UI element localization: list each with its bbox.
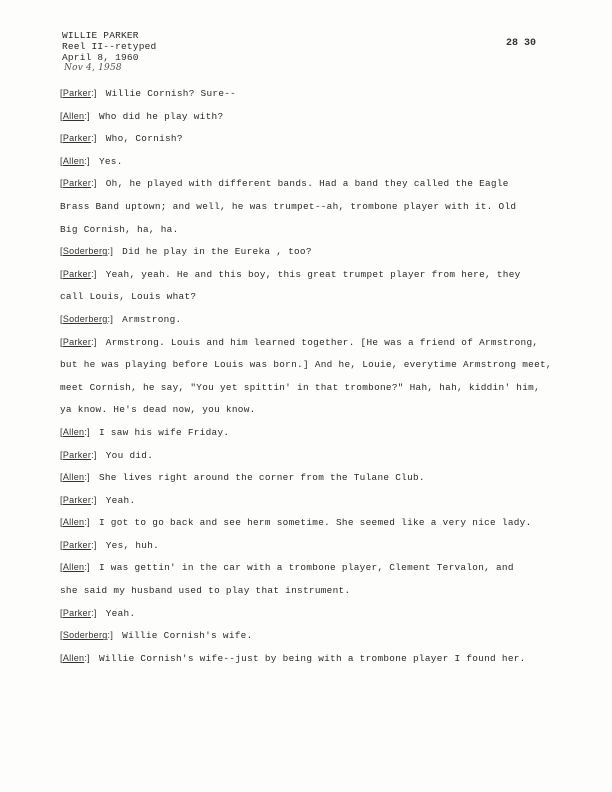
transcript-line [60,630,560,641]
speaker-label: [Parker:] [60,539,97,550]
utterance-text: Armstrong. [122,313,182,325]
speaker-label: [Soderberg:] [60,313,114,324]
speaker-label: [Parker:] [60,607,97,618]
speaker-name: Parker [62,133,92,144]
speaker-label: [Allen:] [60,652,90,663]
speaker-label: [Allen:] [60,426,90,437]
transcript-line [60,314,560,325]
transcript-line [60,585,560,596]
speaker-name: Soderberg [62,313,108,324]
utterance-text: Who did he play with? [98,110,224,122]
document-header [62,30,156,74]
transcript-line [60,111,560,122]
speaker-label: [Parker:] [60,178,97,189]
utterance-text: meet Cornish, he say, "You yet spittin' in that trombone?" Hah, hah, kiddin' him, [60,381,540,393]
transcript-entry [60,178,560,234]
transcript-entry [60,562,560,596]
speaker-label: [Allen:] [60,155,90,166]
utterance-text: Big Cornish, ha, ha. [60,223,179,235]
transcript-line [60,495,560,506]
utterance-text: I got to go back and see herm sometime. She seemed like a very nice lady. [98,517,532,529]
speaker-label: [Parker:] [60,268,97,279]
utterance-text: Yeah, yeah. He and this boy, this great trumpet player from here, they [105,268,521,280]
transcript-line [60,246,560,257]
transcript-line [60,472,560,483]
utterance-text: She lives right around the corner from the Tulane Club. [98,472,425,484]
utterance-text: but he was playing before Louis was born.] And he, Louie, everytime Armstrong meet, [60,359,552,371]
speaker-name: Parker [62,268,92,279]
utterance-text: Oh, he played with different bands. Had a band they called the Eagle [105,178,509,190]
transcript-entry [60,495,560,506]
speaker-label: [Soderberg:] [60,246,114,257]
transcript-entry [60,246,560,257]
speaker-label: [Parker:] [60,133,97,144]
speaker-label: [Allen:] [60,472,90,483]
speaker-name: Parker [62,88,92,98]
speaker-name: Allen [62,426,85,437]
utterance-text: Armstrong. Louis and him learned together. [He was a friend of Armstrong, [105,336,539,348]
utterance-text: I was gettin' in the car with a trombone player, Clement Tervalon, and [98,562,514,574]
transcript-entry [60,337,560,416]
utterance-text: I saw his wife Friday. [98,426,230,438]
transcript-entry [60,630,560,641]
transcript-entry [60,653,560,664]
transcript-entry [60,156,560,167]
transcript-line [60,178,560,189]
speaker-name: Allen [62,472,85,483]
reel-label: Reel II--retyped [62,41,157,52]
transcript-line [60,156,560,167]
speaker-label: [Parker:] [60,494,97,505]
transcript-entry [60,540,560,551]
utterance-text: Yes, huh. [105,539,160,551]
utterance-text: Who, Cornish? [105,133,183,145]
utterance-text: You did. [105,449,154,461]
transcript-entry [60,88,560,99]
transcript-line [60,653,560,664]
utterance-text: Yes. [98,155,123,167]
utterance-text: Willie Cornish's wife. [122,630,253,642]
transcript-entry [60,472,560,483]
speaker-name: Allen [62,110,85,121]
utterance-text: she said my husband used to play that instrument. [60,585,351,597]
speaker-name: Parker [62,178,92,189]
speaker-label: [Allen:] [60,562,90,573]
speaker-name: Allen [62,562,85,573]
transcript-line [60,337,560,348]
speaker-label: [Parker:] [60,88,97,98]
speaker-name: Allen [62,652,85,663]
transcript-entry [60,269,560,303]
speaker-label: [Allen:] [60,110,90,121]
speaker-name: Parker [62,539,92,550]
speaker-name: Parker [62,449,92,460]
speaker-label: [Parker:] [60,336,97,347]
transcript-entry [60,133,560,144]
transcript-line [60,517,560,528]
interviewee-name: WILLIE PARKER [62,30,139,41]
utterance-text: Willie Cornish's wife--just by being with a trombone player I found her. [98,652,526,664]
utterance-text: call Louis, Louis what? [60,291,197,303]
typed-date: April 8, 1960 [62,52,139,63]
speaker-name: Parker [62,607,92,618]
utterance-text: ya know. He's dead now, you know. [60,404,256,416]
transcript-body [60,88,560,675]
transcript-entry [60,314,560,325]
transcript-line [60,608,560,619]
utterance-text: Yeah. [105,494,136,506]
transcript-entry [60,608,560,619]
transcript-entry [60,517,560,528]
transcript-line [60,201,560,212]
transcript-line [60,427,560,438]
transcript-line [60,291,560,302]
utterance-text: Brass Band uptown; and well, he was trumpet--ah, trombone player with it. Old [60,200,517,212]
utterance-text: Yeah. [105,607,136,619]
utterance-text: Did he play in the Eureka , too? [122,246,312,258]
speaker-name: Parker [62,336,92,347]
speaker-name: Parker [62,494,92,505]
handwritten-date: Nov 4, 1958 [64,63,122,73]
transcript-line [60,450,560,461]
transcript-line [60,540,560,551]
transcript-line [60,88,560,99]
utterance-text: Willie Cornish? Sure-- [105,88,237,99]
transcript-line [60,269,560,280]
transcript-entry [60,427,560,438]
speaker-label: [Allen:] [60,517,90,528]
transcript-entry [60,450,560,461]
speaker-label: [Soderberg:] [60,630,114,641]
transcript-line [60,359,560,370]
transcript-line [60,224,560,235]
speaker-name: Allen [62,517,85,528]
page-number: 28 30 [506,38,537,49]
speaker-name: Soderberg [62,246,108,257]
speaker-name: Allen [62,155,85,166]
transcript-entry [60,111,560,122]
transcript-line [60,133,560,144]
speaker-name: Soderberg [62,630,108,641]
transcript-line [60,382,560,393]
transcript-line [60,404,560,415]
transcript-line [60,562,560,573]
speaker-label: [Parker:] [60,449,97,460]
